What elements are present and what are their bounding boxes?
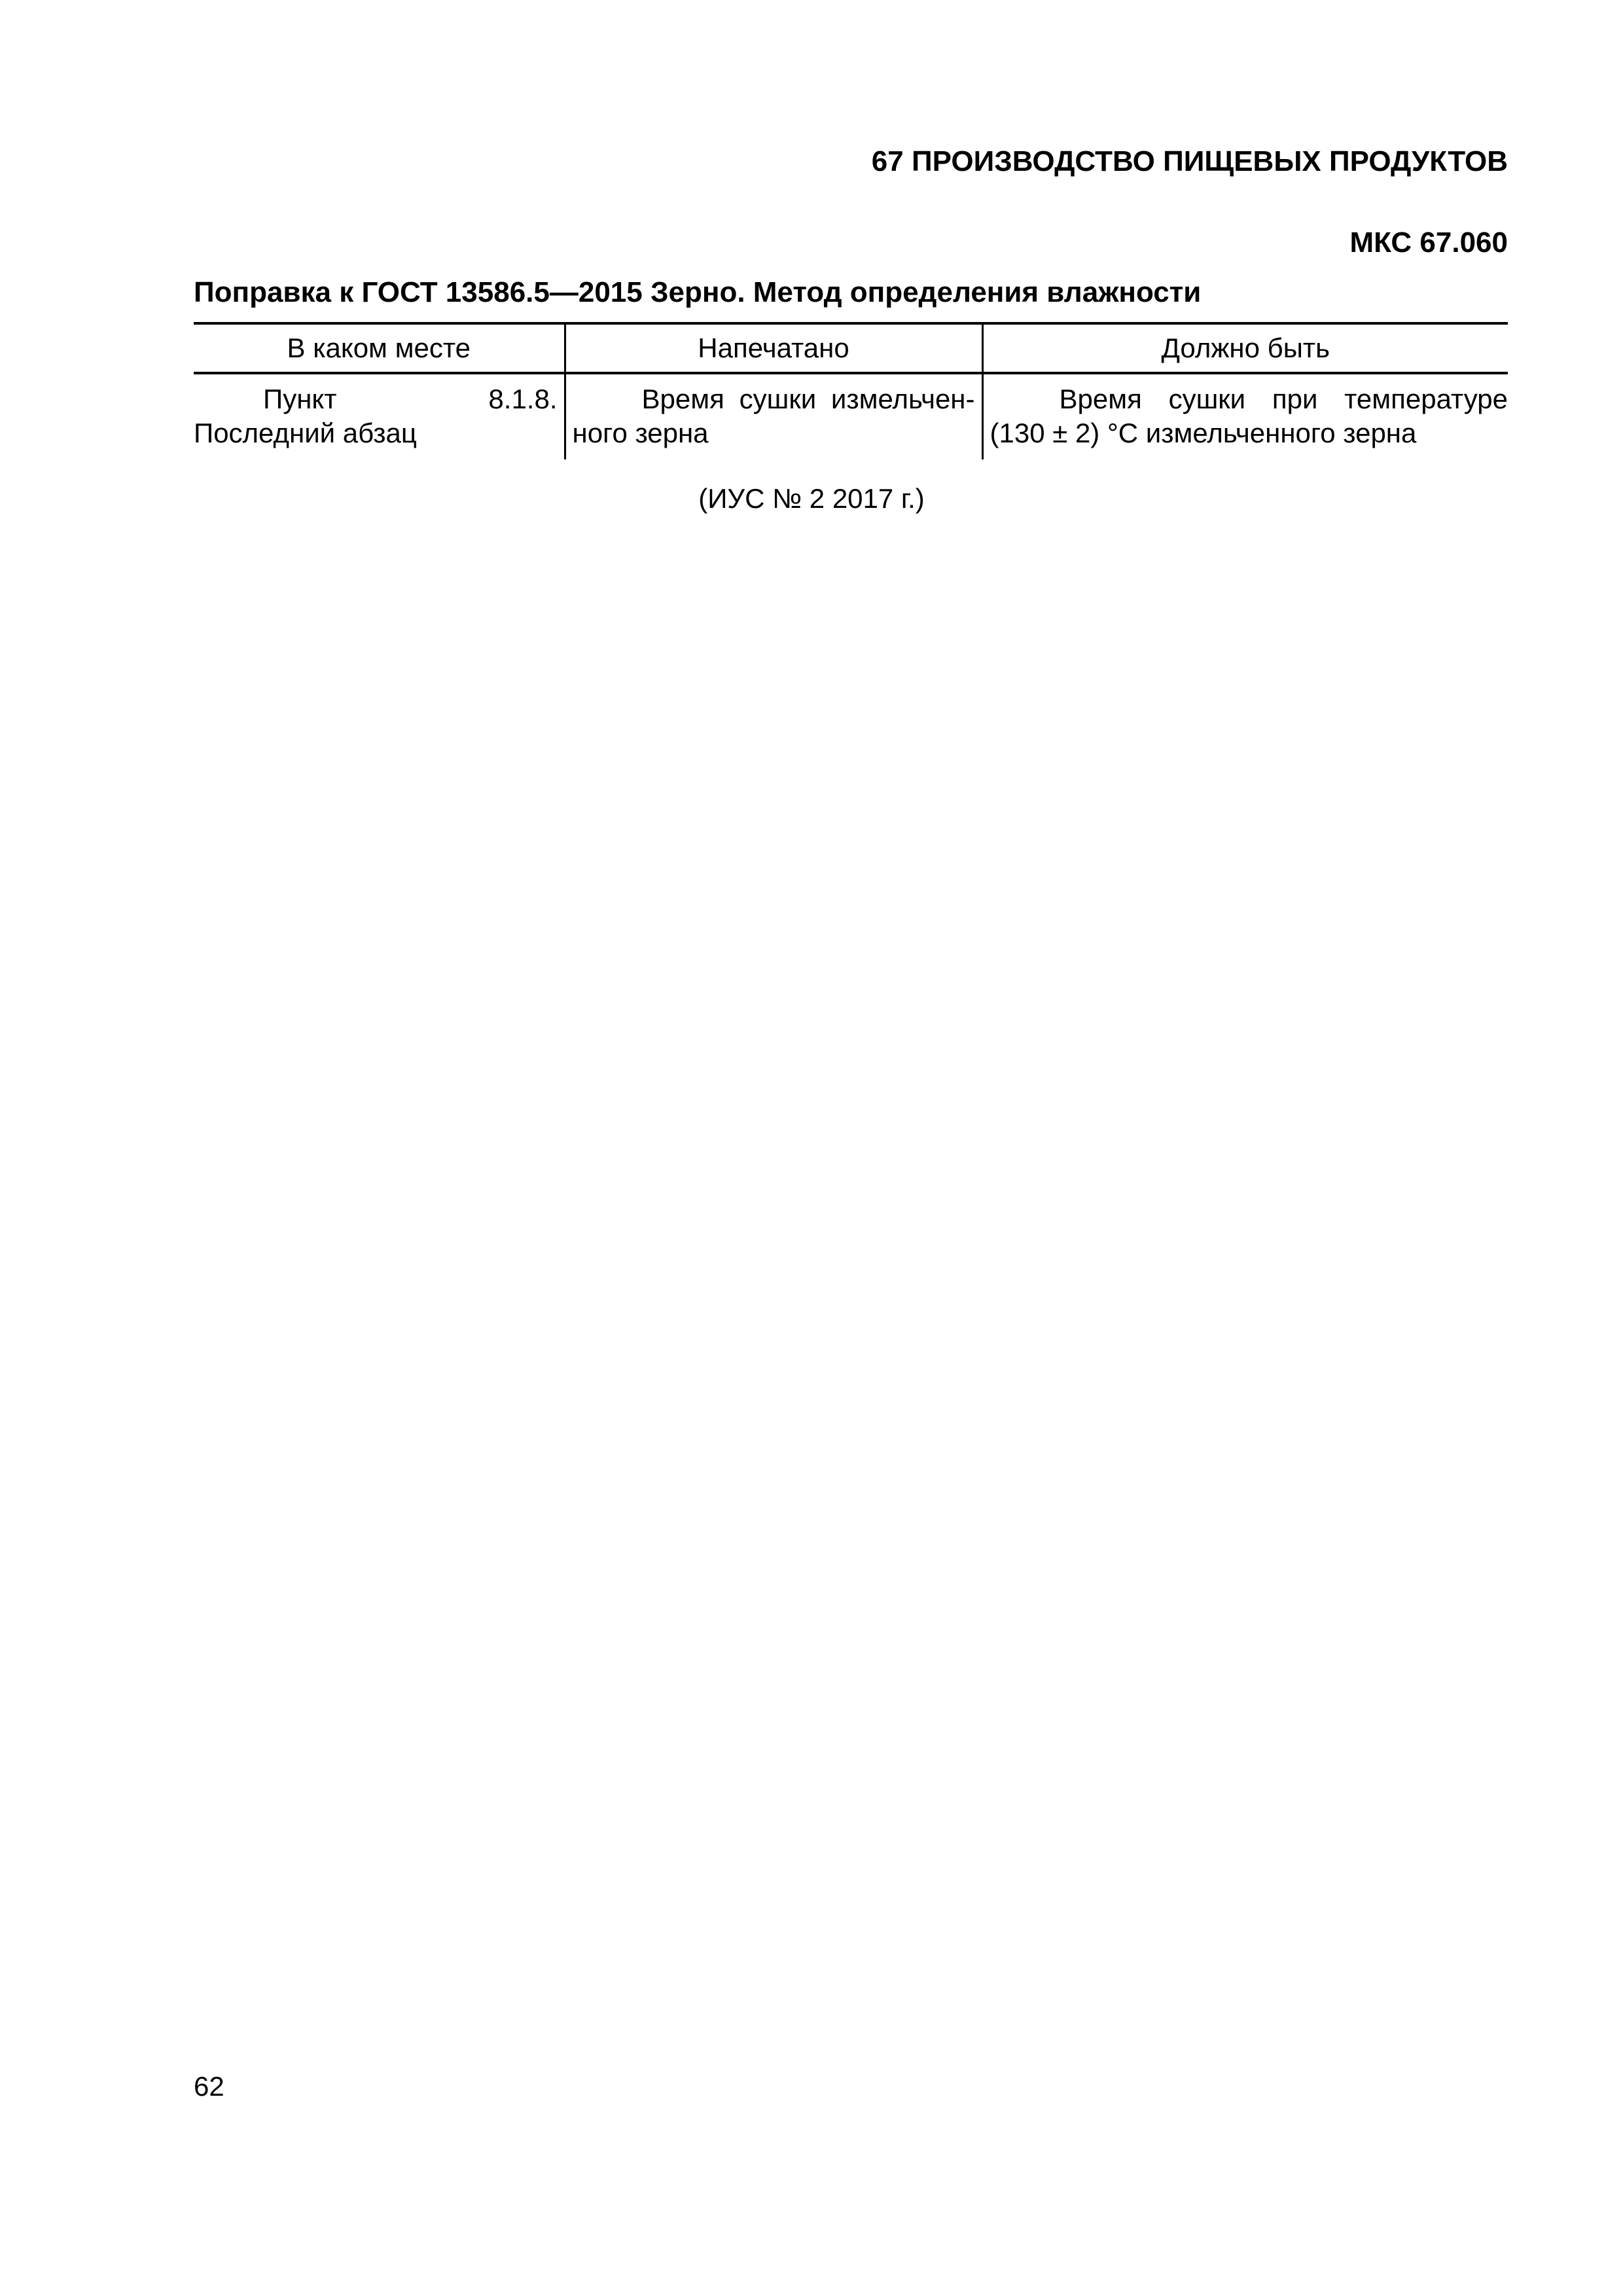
cell-printed-text: Время сушки измельчен-ного зерна xyxy=(572,384,975,448)
column-header-location: В каком месте xyxy=(194,323,565,373)
classifier-code: МКС 67.060 xyxy=(1349,226,1508,259)
cell-printed xyxy=(565,373,982,459)
table-row xyxy=(194,373,1508,459)
source-note: (ИУС № 2 2017 г.) xyxy=(698,483,925,514)
section-heading: 67 ПРОИЗВОДСТВО ПИЩЕВЫХ ПРОДУКТОВ xyxy=(871,145,1508,177)
cell-location-text: Пункт 8.1.8. Последний абзац xyxy=(194,384,558,448)
document-title: Поправка к ГОСТ 13586.5—2015 Зерно. Метод определения влажности xyxy=(194,276,1202,308)
table-header-row xyxy=(194,323,1508,373)
cell-location xyxy=(194,373,565,459)
column-header-should-be: Должно быть xyxy=(982,323,1508,373)
page-number: 62 xyxy=(194,2071,224,2102)
column-header-printed: Напечатано xyxy=(565,323,982,373)
correction-table xyxy=(194,322,1508,459)
cell-should-be xyxy=(982,373,1508,459)
cell-should-be-text: Время сушки при температуре (130 ± 2) °С измельченного зерна xyxy=(990,384,1508,448)
